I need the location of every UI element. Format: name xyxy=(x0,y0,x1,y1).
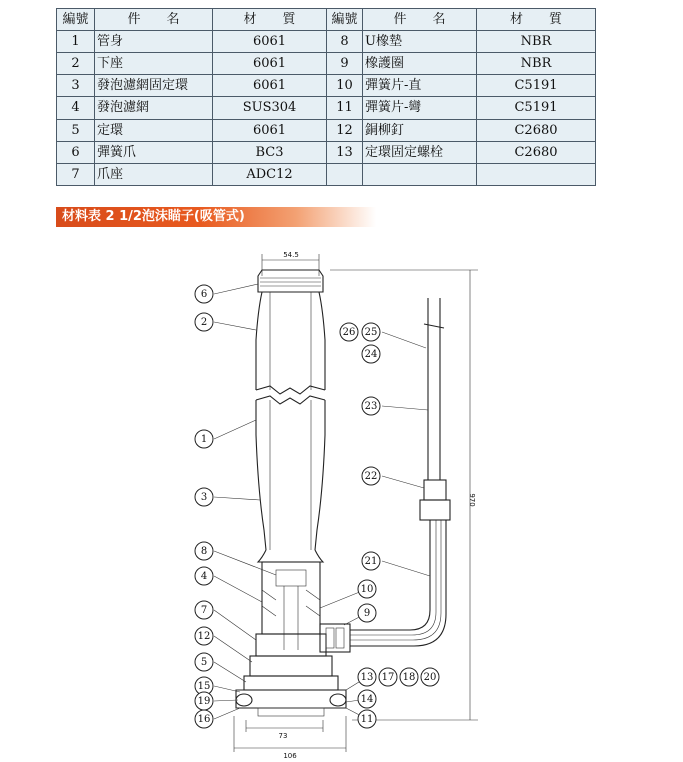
part-no: 11 xyxy=(327,97,363,119)
header-name-left: 件 名 xyxy=(95,9,213,31)
part-material: 6061 xyxy=(213,119,327,141)
callout-label: 20 xyxy=(423,672,437,683)
callout-label: 19 xyxy=(197,696,211,707)
part-name: 彈簧爪 xyxy=(95,141,213,163)
part-callouts xyxy=(195,285,439,728)
callout-label: 24 xyxy=(364,349,378,360)
dim-bottom-outer: 106 xyxy=(283,752,297,760)
callout-label: 23 xyxy=(364,401,378,412)
callout-label: 11 xyxy=(360,714,374,725)
part-name: 下座 xyxy=(95,53,213,75)
header-material-left: 材 質 xyxy=(213,9,327,31)
part-material: 6061 xyxy=(213,75,327,97)
callout-label: 3 xyxy=(200,492,208,503)
header-no-left: 編號 xyxy=(57,9,95,31)
callout-label: 16 xyxy=(197,714,211,725)
part-material: 6061 xyxy=(213,53,327,75)
foam-nozzle-drawing xyxy=(0,230,683,762)
part-name xyxy=(363,163,477,185)
callout-label: 18 xyxy=(402,672,416,683)
header-name-right: 件 名 xyxy=(363,9,477,31)
part-no: 1 xyxy=(57,31,95,53)
part-no: 2 xyxy=(57,53,95,75)
part-name: 管身 xyxy=(95,31,213,53)
parts-table xyxy=(56,8,596,186)
table-header-row xyxy=(57,9,596,31)
callout-label: 13 xyxy=(360,672,374,683)
dim-top-width: 54.5 xyxy=(283,251,299,259)
header-material-right: 材 質 xyxy=(477,9,596,31)
part-no: 5 xyxy=(57,119,95,141)
part-no: 9 xyxy=(327,53,363,75)
callout-label: 9 xyxy=(363,608,371,619)
callout-label: 7 xyxy=(200,605,208,616)
callout-label: 14 xyxy=(360,694,374,705)
header-no-right: 編號 xyxy=(327,9,363,31)
table-row xyxy=(57,163,596,185)
dim-overall-length: 970 xyxy=(468,493,476,507)
table-row xyxy=(57,119,596,141)
part-no: 4 xyxy=(57,97,95,119)
part-material xyxy=(477,163,596,185)
callout-label: 26 xyxy=(342,327,356,338)
part-name: U橡墊 xyxy=(363,31,477,53)
callout-label: 4 xyxy=(200,571,208,582)
table-row xyxy=(57,75,596,97)
table-row xyxy=(57,53,596,75)
part-material: C2680 xyxy=(477,141,596,163)
part-name: 橡護圈 xyxy=(363,53,477,75)
table-row xyxy=(57,141,596,163)
part-material: C5191 xyxy=(477,75,596,97)
part-name: 彈簧片-直 xyxy=(363,75,477,97)
callout-label: 21 xyxy=(364,556,378,567)
part-material: BC3 xyxy=(213,141,327,163)
callout-label: 15 xyxy=(197,681,211,692)
part-name: 爪座 xyxy=(95,163,213,185)
part-material: SUS304 xyxy=(213,97,327,119)
callout-label: 12 xyxy=(197,631,211,642)
part-no: 7 xyxy=(57,163,95,185)
dim-bottom-inner: 73 xyxy=(278,732,288,740)
part-material: 6061 xyxy=(213,31,327,53)
callout-label: 10 xyxy=(360,584,374,595)
table-row xyxy=(57,31,596,53)
part-name: 銅柳釘 xyxy=(363,119,477,141)
part-name: 彈簧片-彎 xyxy=(363,97,477,119)
callout-label: 22 xyxy=(364,471,378,482)
callout-label: 2 xyxy=(200,317,208,328)
callout-label: 5 xyxy=(200,657,208,668)
part-no: 13 xyxy=(327,141,363,163)
part-name: 發泡濾網 xyxy=(95,97,213,119)
part-no: 6 xyxy=(57,141,95,163)
part-material: NBR xyxy=(477,53,596,75)
callout-label: 6 xyxy=(200,289,208,300)
table-row xyxy=(57,97,596,119)
part-material: NBR xyxy=(477,31,596,53)
part-name: 定環固定螺栓 xyxy=(363,141,477,163)
part-no xyxy=(327,163,363,185)
part-material: ADC12 xyxy=(213,163,327,185)
part-name: 定環 xyxy=(95,119,213,141)
part-no: 12 xyxy=(327,119,363,141)
caption-bar: 材料表 2 1/2泡沫瞄子(吸管式) xyxy=(56,207,376,227)
part-no: 10 xyxy=(327,75,363,97)
part-name: 發泡濾網固定環 xyxy=(95,75,213,97)
part-no: 8 xyxy=(327,31,363,53)
part-no: 3 xyxy=(57,75,95,97)
callout-label: 1 xyxy=(200,434,208,445)
callout-label: 25 xyxy=(364,327,378,338)
part-material: C5191 xyxy=(477,97,596,119)
part-material: C2680 xyxy=(477,119,596,141)
callout-label: 17 xyxy=(381,672,395,683)
callout-label: 8 xyxy=(200,546,208,557)
